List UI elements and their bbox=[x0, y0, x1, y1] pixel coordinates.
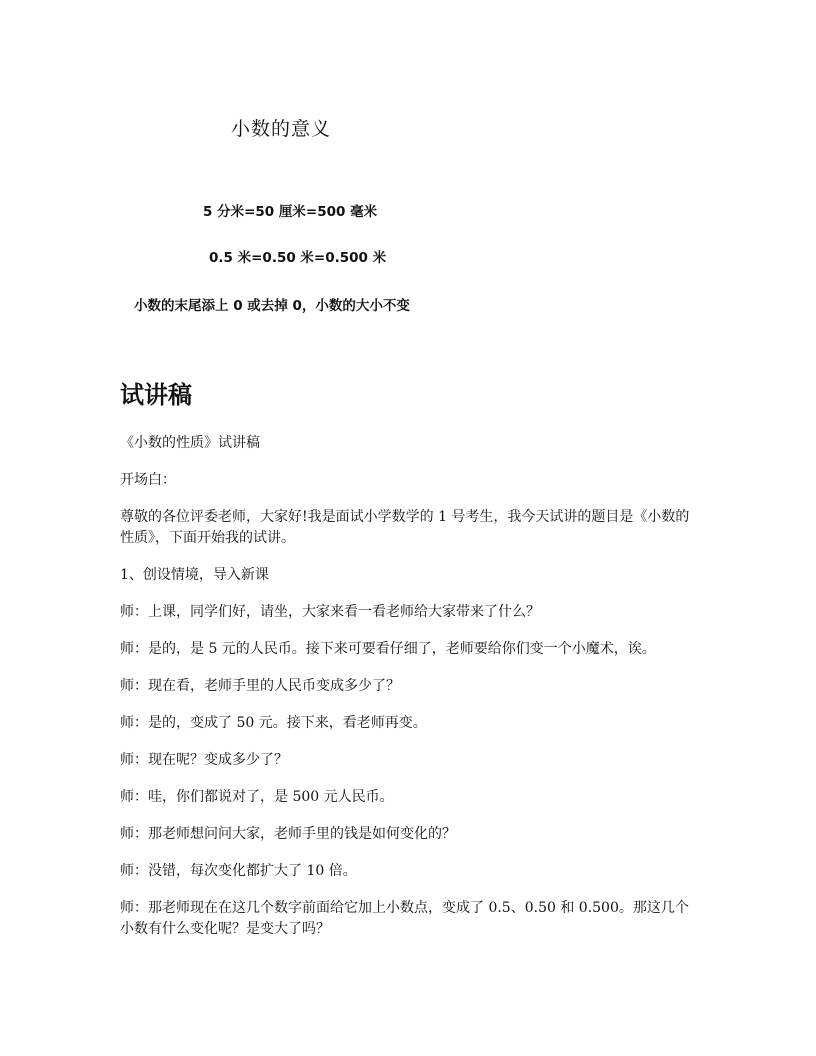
script-paragraph: 师：是的，是 5 元的人民币。接下来可要看仔细了，老师要给你们变一个小魔术，诶。 bbox=[120, 641, 656, 657]
script-paragraph: 师：现在呢？变成多少了？ bbox=[120, 752, 288, 768]
section-heading: 1、创设情境，导入新课 bbox=[120, 567, 269, 583]
script-paragraph: 尊敬的各位评委老师，大家好!我是面试小学数学的 1 号考生，我今天试讲的题目是《小数的性质》，下面开始我的试讲。 bbox=[120, 509, 690, 546]
board-line-property-rule: 小数的末尾添上 0 或去掉 0，小数的大小不变 bbox=[134, 298, 410, 314]
script-paragraph: 师：现在看，老师手里的人民币变成多少了？ bbox=[120, 678, 400, 694]
script-paragraph: 师：那老师想问问大家，老师手里的钱是如何变化的？ bbox=[120, 826, 456, 842]
script-paragraph: 师：是的，变成了 50 元。接下来，看老师再变。 bbox=[120, 715, 427, 731]
script-title: 《小数的性质》试讲稿 bbox=[120, 435, 260, 451]
board-line-length-units: 5 分米=50 厘米=500 毫米 bbox=[203, 204, 378, 220]
script-heading: 试讲稿 bbox=[120, 380, 192, 409]
script-paragraph: 师：哇，你们都说对了，是 500 元人民币。 bbox=[120, 789, 394, 805]
script-body bbox=[120, 433, 695, 956]
board-title: 小数的意义 bbox=[231, 118, 332, 140]
script-paragraph: 师：那老师现在在这几个数字前面给它加上小数点，变成了 0.5、0.50 和 0.500。那这几个小数有什么变化呢？是变大了吗？ bbox=[120, 900, 689, 937]
script-paragraph: 师：没错，每次变化都扩大了 10 倍。 bbox=[120, 863, 357, 879]
board-line-decimal-meters: 0.5 米=0.50 米=0.500 米 bbox=[209, 250, 387, 266]
script-paragraph: 师：上课，同学们好，请坐，大家来看一看老师给大家带来了什么？ bbox=[120, 604, 540, 620]
script-paragraph: 开场白： bbox=[120, 472, 176, 488]
